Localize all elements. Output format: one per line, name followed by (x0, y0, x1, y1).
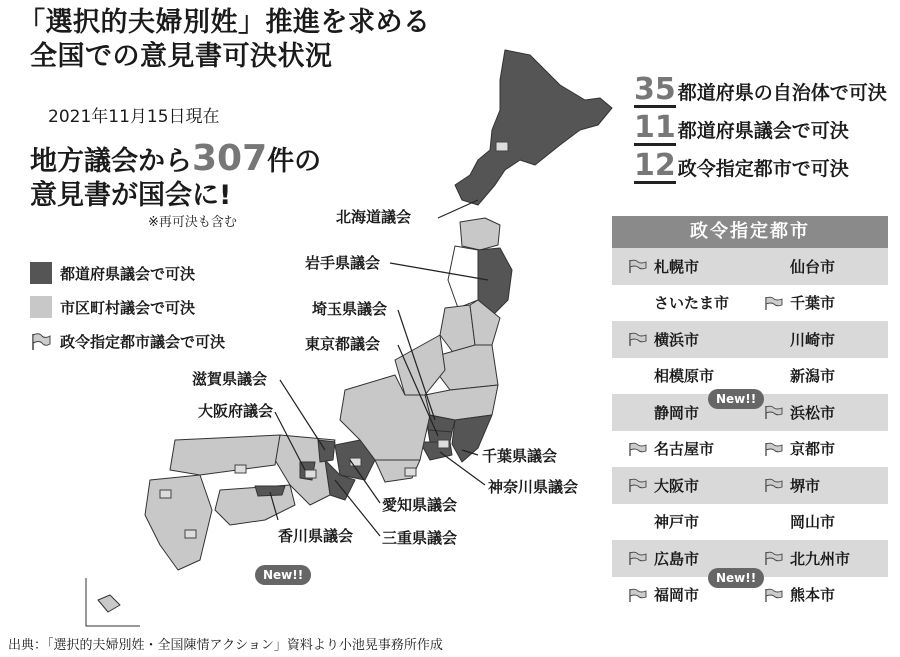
label-kanagawa: 神奈川県議会 (488, 478, 579, 496)
flag-icon (438, 440, 449, 448)
city-name: 広島市 (654, 549, 700, 568)
footnote-revote: ※再可決も含む (148, 215, 237, 230)
city-name: 浜松市 (790, 403, 836, 422)
flag-icon (496, 142, 508, 151)
flag-icon (235, 465, 246, 473)
city-name: 相模原市 (654, 367, 715, 386)
flag-icon (160, 490, 171, 498)
headline-line-2: 意見書が国会に! (30, 180, 232, 211)
flag-icon (405, 468, 416, 476)
city-name: 京都市 (790, 440, 836, 459)
stat-text: 政令指定都市で可決 (677, 157, 849, 180)
legend-label: 市区町村議会で可決 (60, 298, 196, 317)
map-okinawa (98, 595, 120, 612)
headline-count: 307 (192, 138, 268, 179)
city-name: 札幌市 (654, 257, 700, 276)
city-name: 岡山市 (790, 513, 836, 532)
city-name: 川崎市 (790, 330, 836, 349)
label-chiba: 千葉県議会 (482, 447, 558, 465)
label-kagawa: 香川県議会 (278, 527, 354, 545)
map-kagawa (255, 486, 285, 496)
flag-icon (185, 530, 196, 538)
city-name: 大阪市 (654, 476, 700, 495)
city-name: 福岡市 (654, 586, 700, 605)
city-name: さいたま市 (654, 294, 730, 313)
title-line-2: 全国での意見書可決状況 (30, 41, 333, 72)
headline-pre: 地方議会から (30, 146, 192, 177)
stat-number: 35 (634, 71, 676, 107)
label-mie: 三重県議会 (382, 529, 458, 547)
label-tokyo: 東京都議会 (305, 335, 381, 353)
label-aichi: 愛知県議会 (382, 496, 458, 514)
city-name: 静岡市 (654, 403, 700, 422)
city-name: 北九州市 (790, 549, 851, 568)
legend-label: 政令指定都市議会で可決 (60, 332, 226, 351)
map-chugoku (170, 435, 280, 475)
new-badge: New!! (255, 565, 311, 585)
label-hokkaido: 北海道議会 (336, 208, 412, 226)
as-of-date: 2021年11月15日現在 (48, 107, 220, 127)
flag-icon (305, 470, 316, 478)
city-name: 神戸市 (654, 513, 700, 532)
title-line-1: 「選択的夫婦別姓」推進を求める (18, 7, 431, 38)
stat-number: 12 (634, 147, 676, 183)
map-aomori (460, 218, 500, 250)
city-name: 千葉市 (790, 294, 836, 313)
new-badge: New!! (708, 568, 764, 588)
new-badge: New!! (708, 389, 764, 409)
map-niigata (395, 335, 445, 395)
label-iwate: 岩手県議会 (305, 254, 381, 272)
label-shiga: 滋賀県議会 (192, 370, 268, 388)
city-name: 堺市 (790, 476, 821, 495)
city-name: 熊本市 (790, 586, 836, 605)
map-hokkaido (455, 50, 612, 205)
map-kanto-north (425, 385, 498, 420)
source-credit: 出典：「選択的夫婦別姓・全国陳情アクション」資料より小池晃事務所作成 (8, 638, 443, 653)
city-name: 仙台市 (790, 257, 836, 276)
label-osaka: 大阪府議会 (198, 402, 274, 420)
label-saitama: 埼玉県議会 (312, 300, 388, 318)
city-name: 横浜市 (654, 330, 700, 349)
legend-label: 都道府県議会で可決 (60, 264, 196, 283)
stat-text: 都道府県の自治体で可決 (677, 81, 887, 104)
map-kyushu (145, 475, 212, 570)
stat-number: 11 (634, 109, 676, 145)
city-name: 名古屋市 (654, 440, 715, 459)
cities-table-title: 政令指定都市 (612, 216, 888, 248)
headline-post: 件の (267, 146, 322, 177)
stat-text: 都道府県議会で可決 (677, 119, 849, 142)
city-name: 新潟市 (790, 367, 836, 386)
